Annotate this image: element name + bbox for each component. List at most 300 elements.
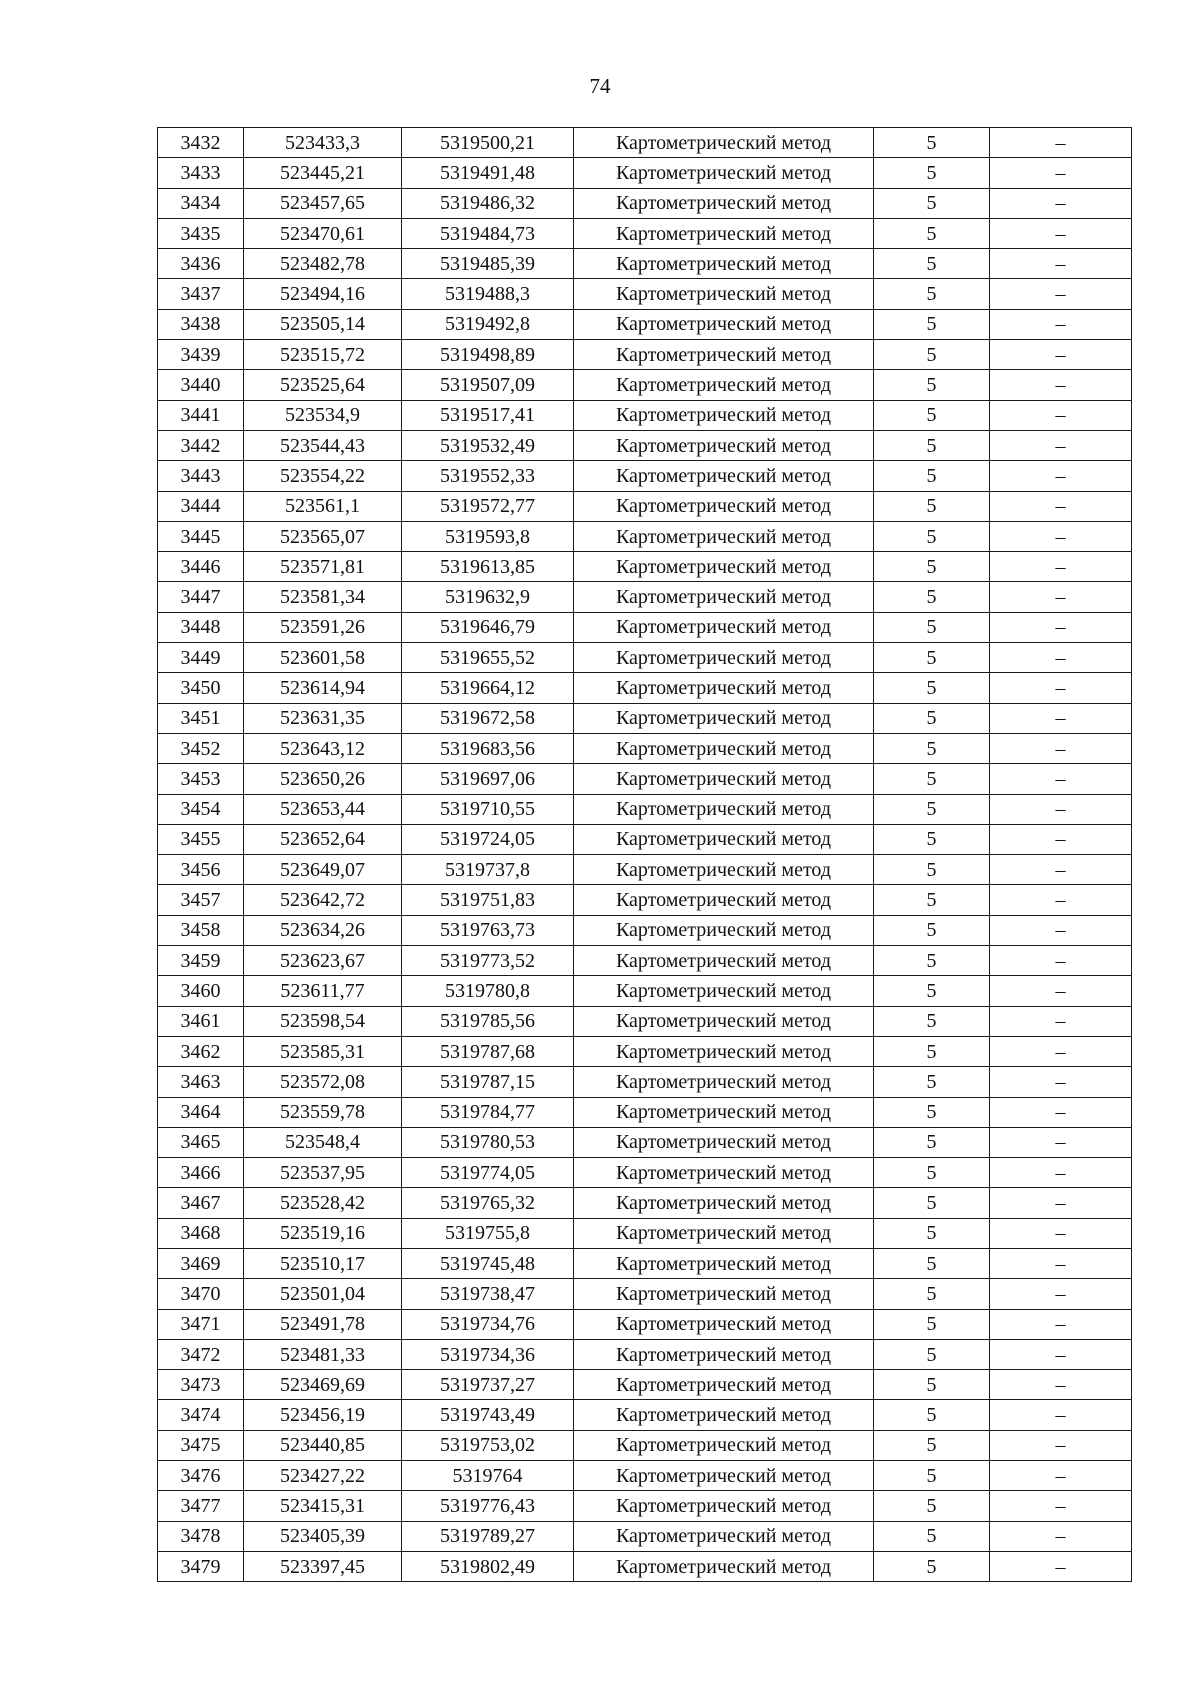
description-cell: –	[990, 1279, 1132, 1309]
point-number-cell: 3454	[158, 794, 244, 824]
accuracy-cell: 5	[874, 703, 990, 733]
method-cell: Картометрический метод	[574, 946, 874, 976]
table-row	[158, 612, 1132, 642]
x-coordinate-cell: 523534,9	[244, 400, 402, 430]
table-row	[158, 430, 1132, 460]
method-cell: Картометрический метод	[574, 1067, 874, 1097]
table-row	[158, 400, 1132, 430]
accuracy-cell: 5	[874, 1279, 990, 1309]
x-coordinate-cell: 523470,61	[244, 218, 402, 248]
x-coordinate-cell: 523634,26	[244, 915, 402, 945]
description-cell: –	[990, 1551, 1132, 1581]
method-cell: Картометрический метод	[574, 643, 874, 673]
description-cell: –	[990, 1218, 1132, 1248]
table-row	[158, 1279, 1132, 1309]
point-number-cell: 3444	[158, 491, 244, 521]
accuracy-cell: 5	[874, 1158, 990, 1188]
description-cell: –	[990, 1309, 1132, 1339]
point-number-cell: 3437	[158, 279, 244, 309]
table-row	[158, 915, 1132, 945]
point-number-cell: 3472	[158, 1339, 244, 1369]
method-cell: Картометрический метод	[574, 612, 874, 642]
y-coordinate-cell: 5319572,77	[402, 491, 574, 521]
x-coordinate-cell: 523505,14	[244, 309, 402, 339]
point-number-cell: 3433	[158, 158, 244, 188]
y-coordinate-cell: 5319802,49	[402, 1551, 574, 1581]
description-cell: –	[990, 1127, 1132, 1157]
y-coordinate-cell: 5319484,73	[402, 218, 574, 248]
x-coordinate-cell: 523397,45	[244, 1551, 402, 1581]
x-coordinate-cell: 523650,26	[244, 764, 402, 794]
description-cell: –	[990, 733, 1132, 763]
point-number-cell: 3456	[158, 855, 244, 885]
table-row	[158, 1521, 1132, 1551]
table-row	[158, 643, 1132, 673]
description-cell: –	[990, 794, 1132, 824]
accuracy-cell: 5	[874, 430, 990, 460]
description-cell: –	[990, 1461, 1132, 1491]
table-row	[158, 673, 1132, 703]
accuracy-cell: 5	[874, 1521, 990, 1551]
y-coordinate-cell: 5319737,27	[402, 1370, 574, 1400]
table-row	[158, 824, 1132, 854]
description-cell: –	[990, 1491, 1132, 1521]
table-row	[158, 733, 1132, 763]
x-coordinate-cell: 523601,58	[244, 643, 402, 673]
description-cell: –	[990, 279, 1132, 309]
method-cell: Картометрический метод	[574, 521, 874, 551]
point-number-cell: 3466	[158, 1158, 244, 1188]
y-coordinate-cell: 5319738,47	[402, 1279, 574, 1309]
table-row	[158, 340, 1132, 370]
table-row	[158, 1097, 1132, 1127]
point-number-cell: 3455	[158, 824, 244, 854]
description-cell: –	[990, 1006, 1132, 1036]
accuracy-cell: 5	[874, 976, 990, 1006]
table-row	[158, 1036, 1132, 1066]
x-coordinate-cell: 523457,65	[244, 188, 402, 218]
method-cell: Картометрический метод	[574, 582, 874, 612]
description-cell: –	[990, 824, 1132, 854]
x-coordinate-cell: 523427,22	[244, 1461, 402, 1491]
description-cell: –	[990, 430, 1132, 460]
x-coordinate-cell: 523559,78	[244, 1097, 402, 1127]
method-cell: Картометрический метод	[574, 552, 874, 582]
point-number-cell: 3452	[158, 733, 244, 763]
method-cell: Картометрический метод	[574, 764, 874, 794]
x-coordinate-cell: 523440,85	[244, 1430, 402, 1460]
method-cell: Картометрический метод	[574, 1309, 874, 1339]
accuracy-cell: 5	[874, 188, 990, 218]
point-number-cell: 3446	[158, 552, 244, 582]
method-cell: Картометрический метод	[574, 218, 874, 248]
accuracy-cell: 5	[874, 1188, 990, 1218]
y-coordinate-cell: 5319655,52	[402, 643, 574, 673]
accuracy-cell: 5	[874, 1218, 990, 1248]
y-coordinate-cell: 5319780,8	[402, 976, 574, 1006]
method-cell: Картометрический метод	[574, 309, 874, 339]
table-row	[158, 1158, 1132, 1188]
accuracy-cell: 5	[874, 340, 990, 370]
y-coordinate-cell: 5319734,76	[402, 1309, 574, 1339]
y-coordinate-cell: 5319764	[402, 1461, 574, 1491]
method-cell: Картометрический метод	[574, 400, 874, 430]
y-coordinate-cell: 5319517,41	[402, 400, 574, 430]
method-cell: Картометрический метод	[574, 1036, 874, 1066]
y-coordinate-cell: 5319745,48	[402, 1248, 574, 1278]
point-number-cell: 3440	[158, 370, 244, 400]
table-row	[158, 552, 1132, 582]
table-row	[158, 1309, 1132, 1339]
description-cell: –	[990, 249, 1132, 279]
description-cell: –	[990, 1521, 1132, 1551]
point-number-cell: 3465	[158, 1127, 244, 1157]
description-cell: –	[990, 400, 1132, 430]
x-coordinate-cell: 523591,26	[244, 612, 402, 642]
description-cell: –	[990, 855, 1132, 885]
description-cell: –	[990, 309, 1132, 339]
accuracy-cell: 5	[874, 1309, 990, 1339]
x-coordinate-cell: 523565,07	[244, 521, 402, 551]
description-cell: –	[990, 1036, 1132, 1066]
point-number-cell: 3432	[158, 128, 244, 158]
description-cell: –	[990, 1067, 1132, 1097]
x-coordinate-cell: 523614,94	[244, 673, 402, 703]
method-cell: Картометрический метод	[574, 1279, 874, 1309]
table-row	[158, 1491, 1132, 1521]
table-row	[158, 1248, 1132, 1278]
x-coordinate-cell: 523469,69	[244, 1370, 402, 1400]
y-coordinate-cell: 5319776,43	[402, 1491, 574, 1521]
y-coordinate-cell: 5319774,05	[402, 1158, 574, 1188]
y-coordinate-cell: 5319485,39	[402, 249, 574, 279]
table-row	[158, 1400, 1132, 1430]
x-coordinate-cell: 523415,31	[244, 1491, 402, 1521]
y-coordinate-cell: 5319500,21	[402, 128, 574, 158]
description-cell: –	[990, 491, 1132, 521]
point-number-cell: 3457	[158, 885, 244, 915]
method-cell: Картометрический метод	[574, 1127, 874, 1157]
description-cell: –	[990, 703, 1132, 733]
x-coordinate-cell: 523482,78	[244, 249, 402, 279]
x-coordinate-cell: 523649,07	[244, 855, 402, 885]
description-cell: –	[990, 1188, 1132, 1218]
point-number-cell: 3451	[158, 703, 244, 733]
description-cell: –	[990, 188, 1132, 218]
y-coordinate-cell: 5319765,32	[402, 1188, 574, 1218]
y-coordinate-cell: 5319710,55	[402, 794, 574, 824]
y-coordinate-cell: 5319664,12	[402, 673, 574, 703]
x-coordinate-cell: 523571,81	[244, 552, 402, 582]
accuracy-cell: 5	[874, 612, 990, 642]
y-coordinate-cell: 5319486,32	[402, 188, 574, 218]
y-coordinate-cell: 5319507,09	[402, 370, 574, 400]
description-cell: –	[990, 1339, 1132, 1369]
table-row	[158, 855, 1132, 885]
y-coordinate-cell: 5319646,79	[402, 612, 574, 642]
point-number-cell: 3470	[158, 1279, 244, 1309]
point-number-cell: 3468	[158, 1218, 244, 1248]
accuracy-cell: 5	[874, 643, 990, 673]
x-coordinate-cell: 523598,54	[244, 1006, 402, 1036]
y-coordinate-cell: 5319763,73	[402, 915, 574, 945]
x-coordinate-cell: 523581,34	[244, 582, 402, 612]
method-cell: Картометрический метод	[574, 188, 874, 218]
x-coordinate-cell: 523501,04	[244, 1279, 402, 1309]
method-cell: Картометрический метод	[574, 976, 874, 1006]
y-coordinate-cell: 5319784,77	[402, 1097, 574, 1127]
method-cell: Картометрический метод	[574, 430, 874, 460]
y-coordinate-cell: 5319753,02	[402, 1430, 574, 1460]
y-coordinate-cell: 5319743,49	[402, 1400, 574, 1430]
point-number-cell: 3441	[158, 400, 244, 430]
table-row	[158, 158, 1132, 188]
x-coordinate-cell: 523405,39	[244, 1521, 402, 1551]
table-row	[158, 1461, 1132, 1491]
y-coordinate-cell: 5319755,8	[402, 1218, 574, 1248]
accuracy-cell: 5	[874, 491, 990, 521]
description-cell: –	[990, 673, 1132, 703]
method-cell: Картометрический метод	[574, 1158, 874, 1188]
x-coordinate-cell: 523515,72	[244, 340, 402, 370]
table-row	[158, 491, 1132, 521]
coordinates-table-body	[158, 128, 1132, 1582]
table-row	[158, 1339, 1132, 1369]
table-row	[158, 461, 1132, 491]
y-coordinate-cell: 5319552,33	[402, 461, 574, 491]
table-row	[158, 1127, 1132, 1157]
accuracy-cell: 5	[874, 521, 990, 551]
description-cell: –	[990, 128, 1132, 158]
method-cell: Картометрический метод	[574, 1218, 874, 1248]
x-coordinate-cell: 523528,42	[244, 1188, 402, 1218]
point-number-cell: 3469	[158, 1248, 244, 1278]
description-cell: –	[990, 552, 1132, 582]
x-coordinate-cell: 523519,16	[244, 1218, 402, 1248]
x-coordinate-cell: 523433,3	[244, 128, 402, 158]
y-coordinate-cell: 5319724,05	[402, 824, 574, 854]
x-coordinate-cell: 523481,33	[244, 1339, 402, 1369]
table-row	[158, 1067, 1132, 1097]
y-coordinate-cell: 5319632,9	[402, 582, 574, 612]
y-coordinate-cell: 5319785,56	[402, 1006, 574, 1036]
accuracy-cell: 5	[874, 461, 990, 491]
point-number-cell: 3448	[158, 612, 244, 642]
description-cell: –	[990, 521, 1132, 551]
point-number-cell: 3475	[158, 1430, 244, 1460]
method-cell: Картометрический метод	[574, 1551, 874, 1581]
description-cell: –	[990, 915, 1132, 945]
y-coordinate-cell: 5319789,27	[402, 1521, 574, 1551]
table-row	[158, 794, 1132, 824]
method-cell: Картометрический метод	[574, 1400, 874, 1430]
point-number-cell: 3479	[158, 1551, 244, 1581]
y-coordinate-cell: 5319593,8	[402, 521, 574, 551]
point-number-cell: 3435	[158, 218, 244, 248]
description-cell: –	[990, 976, 1132, 1006]
point-number-cell: 3450	[158, 673, 244, 703]
accuracy-cell: 5	[874, 824, 990, 854]
x-coordinate-cell: 523585,31	[244, 1036, 402, 1066]
x-coordinate-cell: 523623,67	[244, 946, 402, 976]
point-number-cell: 3438	[158, 309, 244, 339]
x-coordinate-cell: 523572,08	[244, 1067, 402, 1097]
method-cell: Картометрический метод	[574, 461, 874, 491]
method-cell: Картометрический метод	[574, 1097, 874, 1127]
table-row	[158, 128, 1132, 158]
point-number-cell: 3434	[158, 188, 244, 218]
description-cell: –	[990, 1248, 1132, 1278]
accuracy-cell: 5	[874, 1461, 990, 1491]
table-row	[158, 521, 1132, 551]
x-coordinate-cell: 523494,16	[244, 279, 402, 309]
point-number-cell: 3471	[158, 1309, 244, 1339]
accuracy-cell: 5	[874, 794, 990, 824]
x-coordinate-cell: 523642,72	[244, 885, 402, 915]
method-cell: Картометрический метод	[574, 491, 874, 521]
point-number-cell: 3467	[158, 1188, 244, 1218]
point-number-cell: 3458	[158, 915, 244, 945]
description-cell: –	[990, 1370, 1132, 1400]
accuracy-cell: 5	[874, 279, 990, 309]
accuracy-cell: 5	[874, 1248, 990, 1278]
page-number: 74	[589, 74, 611, 98]
point-number-cell: 3478	[158, 1521, 244, 1551]
accuracy-cell: 5	[874, 946, 990, 976]
description-cell: –	[990, 643, 1132, 673]
table-row	[158, 582, 1132, 612]
table-row	[158, 764, 1132, 794]
description-cell: –	[990, 1430, 1132, 1460]
description-cell: –	[990, 885, 1132, 915]
method-cell: Картометрический метод	[574, 1461, 874, 1491]
table-row	[158, 309, 1132, 339]
point-number-cell: 3445	[158, 521, 244, 551]
method-cell: Картометрический метод	[574, 1006, 874, 1036]
description-cell: –	[990, 946, 1132, 976]
point-number-cell: 3439	[158, 340, 244, 370]
table-row	[158, 370, 1132, 400]
point-number-cell: 3436	[158, 249, 244, 279]
method-cell: Картометрический метод	[574, 915, 874, 945]
accuracy-cell: 5	[874, 582, 990, 612]
y-coordinate-cell: 5319787,15	[402, 1067, 574, 1097]
accuracy-cell: 5	[874, 1036, 990, 1066]
y-coordinate-cell: 5319491,48	[402, 158, 574, 188]
x-coordinate-cell: 523445,21	[244, 158, 402, 188]
point-number-cell: 3453	[158, 764, 244, 794]
description-cell: –	[990, 612, 1132, 642]
table-row	[158, 188, 1132, 218]
table-row	[158, 1006, 1132, 1036]
point-number-cell: 3473	[158, 1370, 244, 1400]
point-number-cell: 3463	[158, 1067, 244, 1097]
accuracy-cell: 5	[874, 733, 990, 763]
accuracy-cell: 5	[874, 673, 990, 703]
y-coordinate-cell: 5319683,56	[402, 733, 574, 763]
point-number-cell: 3460	[158, 976, 244, 1006]
accuracy-cell: 5	[874, 1127, 990, 1157]
accuracy-cell: 5	[874, 370, 990, 400]
point-number-cell: 3462	[158, 1036, 244, 1066]
accuracy-cell: 5	[874, 1400, 990, 1430]
y-coordinate-cell: 5319532,49	[402, 430, 574, 460]
table-row	[158, 885, 1132, 915]
y-coordinate-cell: 5319787,68	[402, 1036, 574, 1066]
x-coordinate-cell: 523653,44	[244, 794, 402, 824]
point-number-cell: 3447	[158, 582, 244, 612]
description-cell: –	[990, 158, 1132, 188]
accuracy-cell: 5	[874, 1370, 990, 1400]
point-number-cell: 3476	[158, 1461, 244, 1491]
description-cell: –	[990, 582, 1132, 612]
accuracy-cell: 5	[874, 1430, 990, 1460]
method-cell: Картометрический метод	[574, 885, 874, 915]
method-cell: Картометрический метод	[574, 703, 874, 733]
method-cell: Картометрический метод	[574, 794, 874, 824]
accuracy-cell: 5	[874, 552, 990, 582]
accuracy-cell: 5	[874, 158, 990, 188]
accuracy-cell: 5	[874, 1491, 990, 1521]
table-row	[158, 976, 1132, 1006]
point-number-cell: 3474	[158, 1400, 244, 1430]
x-coordinate-cell: 523537,95	[244, 1158, 402, 1188]
accuracy-cell: 5	[874, 764, 990, 794]
x-coordinate-cell: 523611,77	[244, 976, 402, 1006]
point-number-cell: 3459	[158, 946, 244, 976]
table-row	[158, 1370, 1132, 1400]
method-cell: Картометрический метод	[574, 158, 874, 188]
method-cell: Картометрический метод	[574, 1370, 874, 1400]
x-coordinate-cell: 523525,64	[244, 370, 402, 400]
method-cell: Картометрический метод	[574, 855, 874, 885]
x-coordinate-cell: 523510,17	[244, 1248, 402, 1278]
point-number-cell: 3449	[158, 643, 244, 673]
point-number-cell: 3461	[158, 1006, 244, 1036]
accuracy-cell: 5	[874, 885, 990, 915]
y-coordinate-cell: 5319697,06	[402, 764, 574, 794]
accuracy-cell: 5	[874, 400, 990, 430]
accuracy-cell: 5	[874, 218, 990, 248]
method-cell: Картометрический метод	[574, 1248, 874, 1278]
x-coordinate-cell: 523544,43	[244, 430, 402, 460]
method-cell: Картометрический метод	[574, 340, 874, 370]
accuracy-cell: 5	[874, 1339, 990, 1369]
method-cell: Картометрический метод	[574, 1521, 874, 1551]
y-coordinate-cell: 5319492,8	[402, 309, 574, 339]
method-cell: Картометрический метод	[574, 1188, 874, 1218]
accuracy-cell: 5	[874, 915, 990, 945]
point-number-cell: 3442	[158, 430, 244, 460]
x-coordinate-cell: 523554,22	[244, 461, 402, 491]
description-cell: –	[990, 1097, 1132, 1127]
y-coordinate-cell: 5319737,8	[402, 855, 574, 885]
method-cell: Картометрический метод	[574, 279, 874, 309]
y-coordinate-cell: 5319780,53	[402, 1127, 574, 1157]
accuracy-cell: 5	[874, 128, 990, 158]
table-row	[158, 1551, 1132, 1581]
table-row	[158, 946, 1132, 976]
x-coordinate-cell: 523631,35	[244, 703, 402, 733]
method-cell: Картометрический метод	[574, 370, 874, 400]
method-cell: Картометрический метод	[574, 1339, 874, 1369]
accuracy-cell: 5	[874, 1006, 990, 1036]
coordinates-table	[157, 127, 1132, 1582]
description-cell: –	[990, 370, 1132, 400]
y-coordinate-cell: 5319734,36	[402, 1339, 574, 1369]
point-number-cell: 3443	[158, 461, 244, 491]
description-cell: –	[990, 1400, 1132, 1430]
